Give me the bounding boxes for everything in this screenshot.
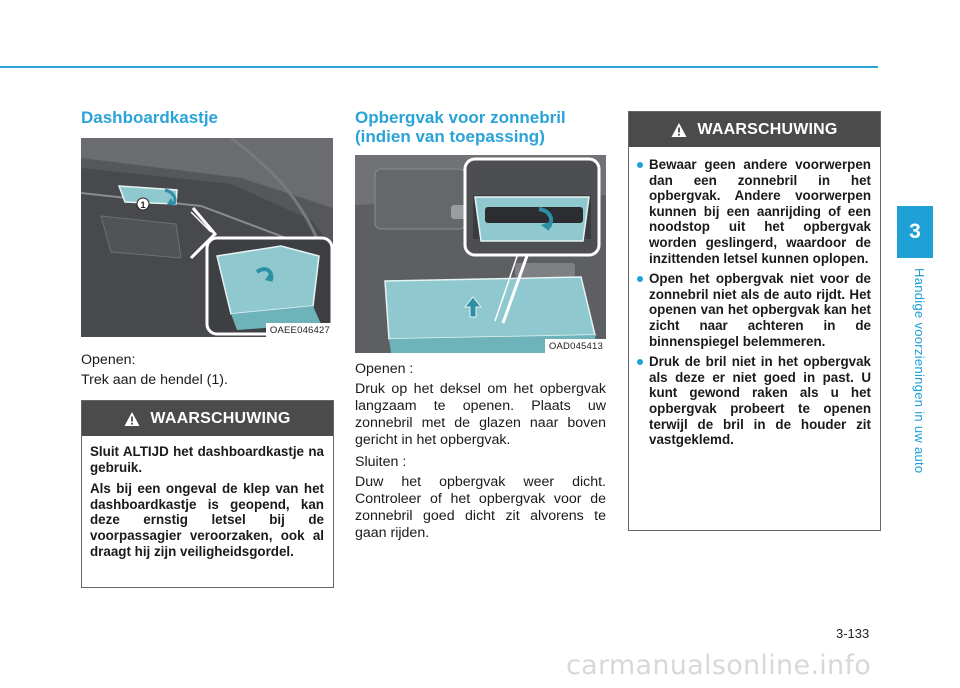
glovebox-warning-body [82, 436, 333, 559]
glovebox-warning-paragraph-1: Sluit ALTIJD het dashboardkastje na gebruik. [90, 444, 324, 475]
glovebox-warning-box [81, 400, 334, 588]
glovebox-warning-header [82, 401, 333, 436]
sunglass-open-label: Openen : [355, 361, 414, 377]
section-title-vertical: Handige voorzieningen in uw auto [912, 268, 927, 474]
glovebox-heading: Dashboardkastje [81, 108, 218, 127]
sunglass-close-text: Duw het opbergvak weer dicht. Controleer of het opbergvak voor de zonnebril goed dicht zit alvorens te gaan rijden. [355, 474, 606, 541]
sunglass-warning-list [637, 157, 871, 448]
glovebox-open-text: Trek aan de hendel (1). [81, 372, 228, 388]
sunglass-warning-header [629, 112, 880, 147]
page-number: 3-133 [836, 626, 870, 641]
warning-triangle-icon [671, 122, 687, 138]
glovebox-open-label: Openen: [81, 352, 136, 368]
watermark: carmanualsonline.info [566, 650, 872, 681]
sunglass-warning-body [629, 147, 880, 448]
sunglass-warning-box [628, 111, 881, 531]
warning-triangle-icon [124, 411, 140, 427]
sunglass-holder-illustration [355, 155, 606, 353]
sunglass-holder-image-code: OAD045413 [545, 339, 606, 353]
sunglass-warning-item-2: Open het opbergvak niet voor de zonnebril niet als de auto rijdt. Het openen van het opbergvak kan het zicht naar achteren in de binnenspiegel belemmeren. [637, 271, 871, 349]
sunglass-holder-heading-line1: Opbergvak voor zonnebril [355, 108, 566, 127]
sunglass-open-text: Druk op het deksel om het opbergvak langzaam te openen. Plaats uw zonnebril met de glazen naar boven gericht in het opbergvak. [355, 381, 606, 448]
glovebox-illustration [81, 138, 333, 337]
glovebox-warning-title: WAARSCHUWING [150, 409, 291, 427]
sunglass-warning-item-3: Druk de bril niet in het opbergvak als deze er niet goed in past. U kunt gewond raken als u het opbergvak probeert te openen terwijl de bril in de houder zit vastgeklemd. [637, 354, 871, 448]
section-number-tab: 3 [897, 206, 933, 258]
sunglass-holder-heading-line2: (indien van toepassing) [355, 127, 545, 146]
glovebox-image-code: OAEE046427 [266, 323, 333, 337]
callout-number-1: 1 [140, 200, 146, 210]
glovebox-warning-paragraph-2: Als bij een ongeval de klep van het dashboardkastje is geopend, kan deze ernstig letsel bij de voorpassagier veroorzaken, ook al draagt hij zijn veiligheidsgordel. [90, 481, 324, 559]
sunglass-close-label: Sluiten : [355, 454, 407, 470]
sunglass-warning-title: WAARSCHUWING [697, 120, 838, 138]
top-rule [0, 66, 878, 68]
sunglass-warning-item-1: Bewaar geen andere voorwerpen dan een zonnebril in het opbergvak. Andere voorwerpen kunnen bij een aanrijding of een noodstop uit het opbergvak worden geslingerd, waardoor de inzittenden letsel kunnen oplopen. [637, 157, 871, 266]
sunglass-holder-heading [355, 108, 566, 146]
